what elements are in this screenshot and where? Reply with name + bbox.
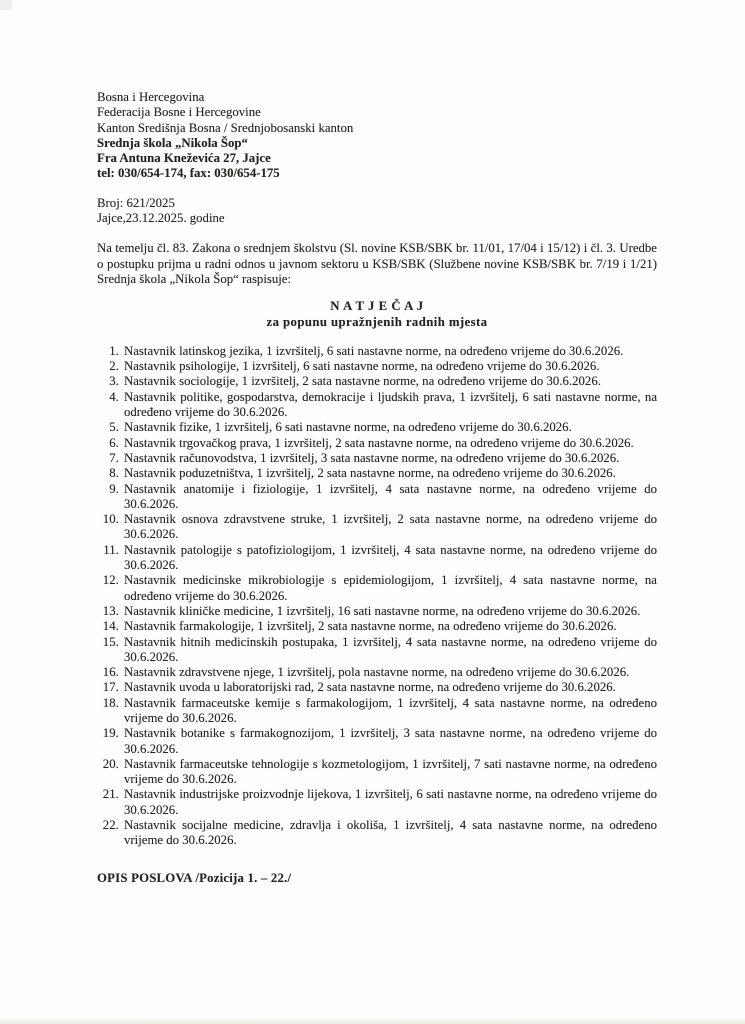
job-position-item: 22. Nastavnik socijalne medicine, zdravlja i okoliša, 1 izvršitelj, 4 sata nastavne norme, na određeno vrijeme do 30.6.2026. xyxy=(122,818,657,849)
letterhead-federation: Federacija Bosne i Hercegovine xyxy=(97,105,261,120)
job-position-item: 18. Nastavnik farmaceutske kemije s farmakologijom, 1 izvršitelj, 4 sata nastavne norme, na određeno vrijeme do 30.6.2026. xyxy=(122,696,657,727)
letterhead-address: Fra Antuna Kneževića 27, Jajce xyxy=(97,151,271,166)
notice-title: N A T J E Č A J xyxy=(330,299,424,314)
intro-paragraph: Na temelju čl. 83. Zakona o srednjem školstvu (Sl. novine KSB/SBK br. 11/01, 17/04 i 15/12) i čl. 3. Uredbe o postupku prijma u radni odnos u javnom sektoru u KSB/SBK (Službene novine KSB/SBK br. 7/19 i 1/21) Srednja škola „Nikola Šop“ raspisuje: xyxy=(97,241,657,286)
job-position-item: 9. Nastavnik anatomije i fiziologije, 1 izvršitelj, 4 sata nastavne norme, na određeno vrijeme do 30.6.2026. xyxy=(122,482,657,513)
job-position-item: 13. Nastavnik kliničke medicine, 1 izvršitelj, 16 sati nastavne norme, na određeno vrijeme do 30.6.2026. xyxy=(122,604,657,619)
reference-place-date: Jajce,23.12.2025. godine xyxy=(97,211,225,226)
letterhead-contact: tel: 030/654-174, fax: 030/654-175 xyxy=(97,166,280,181)
job-position-item: 15. Nastavnik hitnih medicinskih postupaka, 1 izvršitelj, 4 sata nastavne norme, na određeno vrijeme do 30.6.2026. xyxy=(122,635,657,666)
reference-block xyxy=(97,196,657,227)
job-position-item: 3. Nastavnik sociologije, 1 izvršitelj, 2 sata nastavne norme, na određeno vrijeme do 30.6.2026. xyxy=(122,374,657,389)
job-position-item: 16. Nastavnik zdravstvene njege, 1 izvršitelj, pola nastavne norme, na određeno vrijeme do 30.6.2026. xyxy=(122,665,657,680)
job-position-item: 8. Nastavnik poduzetništva, 1 izvršitelj, 2 sata nastavne norme, na određeno vrijeme do 30.6.2026. xyxy=(122,466,657,481)
job-position-item: 7. Nastavnik računovodstva, 1 izvršitelj, 3 sata nastavne norme, na određeno vrijeme do 30.6.2026. xyxy=(122,451,657,466)
job-position-item: 21. Nastavnik industrijske proizvodnje lijekova, 1 izvršitelj, 6 sati nastavne norme, na određeno vrijeme do 30.6.2026. xyxy=(122,787,657,818)
letterhead-canton: Kanton Središnja Bosna / Srednjobosanski kanton xyxy=(97,120,354,135)
job-description-heading: OPIS POSLOVA /Pozicija 1. – 22./ xyxy=(97,870,292,885)
notice-title-block xyxy=(97,299,657,330)
job-position-item: 1. Nastavnik latinskog jezika, 1 izvršitelj, 6 sati nastavne norme, na određeno vrijeme do 30.6.2026. xyxy=(122,344,657,359)
reference-number: Broj: 621/2025 xyxy=(97,195,175,210)
job-position-item: 4. Nastavnik politike, gospodarstva, demokracije i ljudskih prava, 1 izvršitelj, 6 sati nastavne norme, na određeno vrijeme do 30.6.2026. xyxy=(122,390,657,421)
job-position-item: 20. Nastavnik farmaceutske tehnologije s kozmetologijom, 1 izvršitelj, 7 sati nastavne norme, na određeno vrijeme do 30.6.2026. xyxy=(122,757,657,788)
job-position-item: 10. Nastavnik osnova zdravstvene struke, 1 izvršitelj, 2 sata nastavne norme, na određeno vrijeme do 30.6.2026. xyxy=(122,512,657,543)
job-position-item: 12. Nastavnik medicinske mikrobiologije s epidemiologijom, 1 izvršitelj, 4 sata nastavne norme, na određeno vrijeme do 30.6.2026. xyxy=(122,573,657,604)
scan-edge-bottom xyxy=(0,1017,745,1024)
notice-subtitle: za popunu upražnjenih radnih mjesta xyxy=(266,314,488,329)
job-position-item: 11. Nastavnik patologije s patofiziologijom, 1 izvršitelj, 4 sata nastavne norme, na određeno vrijeme do 30.6.2026. xyxy=(122,543,657,574)
job-position-item: 14. Nastavnik farmakologije, 1 izvršitelj, 2 sata nastavne norme, na određeno vrijeme do 30.6.2026. xyxy=(122,619,657,634)
letterhead-country: Bosna i Hercegovina xyxy=(97,90,205,104)
job-position-item: 5. Nastavnik fizike, 1 izvršitelj, 6 sati nastavne norme, na određeno vrijeme do 30.6.2026. xyxy=(122,420,657,435)
document-content xyxy=(97,90,657,886)
job-positions-list xyxy=(97,344,657,849)
job-position-item: 19. Nastavnik botanike s farmakognozijom, 1 izvršitelj, 3 sata nastavne norme, na određeno vrijeme do 30.6.2026. xyxy=(122,726,657,757)
letterhead-school-name: Srednja škola „Nikola Šop“ xyxy=(97,135,248,150)
job-position-item: 17. Nastavnik uvoda u laboratorijski rad, 2 sata nastavne norme, na određeno vrijeme do 30.6.2026. xyxy=(122,680,657,695)
job-position-item: 6. Nastavnik trgovačkog prava, 1 izvršitelj, 2 sata nastavne norme, na određeno vrijeme do 30.6.2026. xyxy=(122,436,657,451)
letterhead xyxy=(97,90,657,182)
scan-artifact-corner xyxy=(0,0,12,10)
job-position-item: 2. Nastavnik psihologije, 1 izvršitelj, 6 sati nastavne norme, na određeno vrijeme do 30.6.2026. xyxy=(122,359,657,374)
